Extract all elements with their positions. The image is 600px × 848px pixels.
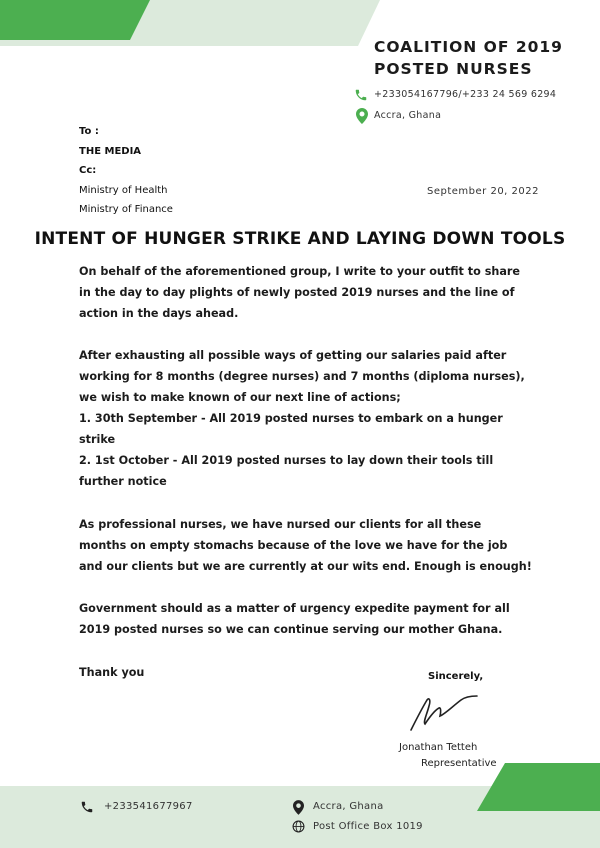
paragraph-line: strike [79, 433, 116, 446]
footer-map-pin-icon [293, 800, 304, 815]
org-line-2: POSTED NURSES [374, 60, 533, 78]
cc-item-2: Ministry of Finance [79, 204, 173, 215]
handwritten-signature [405, 688, 495, 736]
paragraph-3 [79, 514, 549, 577]
paragraph-line: 2. 1st October - All 2019 posted nurses to lay down their tools till [79, 454, 494, 467]
paragraph-line: As professional nurses, we have nursed our clients for all these [79, 518, 482, 531]
paragraph-4 [79, 598, 549, 640]
paragraph-line: 2019 posted nurses so we can continue serving our mother Ghana. [79, 623, 503, 636]
signer-role: Representative [421, 758, 497, 769]
paragraph-line: we wish to make known of our next line of actions; [79, 391, 401, 404]
to-value: THE MEDIA [79, 145, 142, 157]
header-green-band [0, 0, 150, 40]
signer-name: Jonathan Tetteh [399, 742, 478, 753]
org-line-1: COALITION OF 2019 [374, 38, 563, 56]
globe-icon [292, 820, 305, 833]
footer-phone: +233541677967 [104, 801, 193, 812]
header-decoration [0, 0, 380, 50]
sign-off: Sincerely, [428, 671, 484, 682]
paragraph-line: and our clients but we are currently at our wits end. Enough is enough! [79, 560, 532, 573]
to-label: To : [79, 126, 99, 137]
cc-label: Cc: [79, 165, 97, 176]
paragraph-line: further notice [79, 475, 167, 488]
cc-item-1: Ministry of Health [79, 184, 168, 196]
header-phones: +233054167796/+233 24 569 6294 [374, 89, 557, 100]
recipient-block [79, 122, 173, 220]
paragraph-line: 1. 30th September - All 2019 posted nurses to embark on a hunger [79, 412, 503, 425]
paragraph-2 [79, 345, 549, 492]
paragraph-line: Government should as a matter of urgency expedite payment for all [79, 602, 510, 615]
letter-date: September 20, 2022 [427, 186, 539, 197]
header-location: Accra, Ghana [374, 110, 442, 121]
footer-green-band [477, 763, 600, 811]
footer-decoration [477, 763, 600, 811]
footer-location: Accra, Ghana [313, 801, 384, 812]
phone-icon [354, 88, 368, 102]
thanks-text: Thank you [79, 666, 145, 679]
paragraph-line: months on empty stomachs because of the love we have for the job [79, 539, 508, 552]
paragraph-1 [79, 261, 549, 324]
footer-po-box: Post Office Box 1019 [313, 821, 423, 832]
footer-phone-icon [80, 800, 94, 814]
map-pin-icon [356, 108, 368, 124]
paragraph-line: After exhausting all possible ways of getting our salaries paid after [79, 349, 507, 362]
paragraph-line: action in the days ahead. [79, 307, 239, 320]
organization-name [374, 36, 563, 80]
letter-title: INTENT OF HUNGER STRIKE AND LAYING DOWN TOOLS [34, 229, 566, 249]
paragraph-line: working for 8 months (degree nurses) and 7 months (diploma nurses), [79, 370, 525, 383]
paragraph-line: in the day to day plights of newly posted 2019 nurses and the line of [79, 286, 515, 299]
paragraph-line: On behalf of the aforementioned group, I write to your outfit to share [79, 265, 520, 278]
